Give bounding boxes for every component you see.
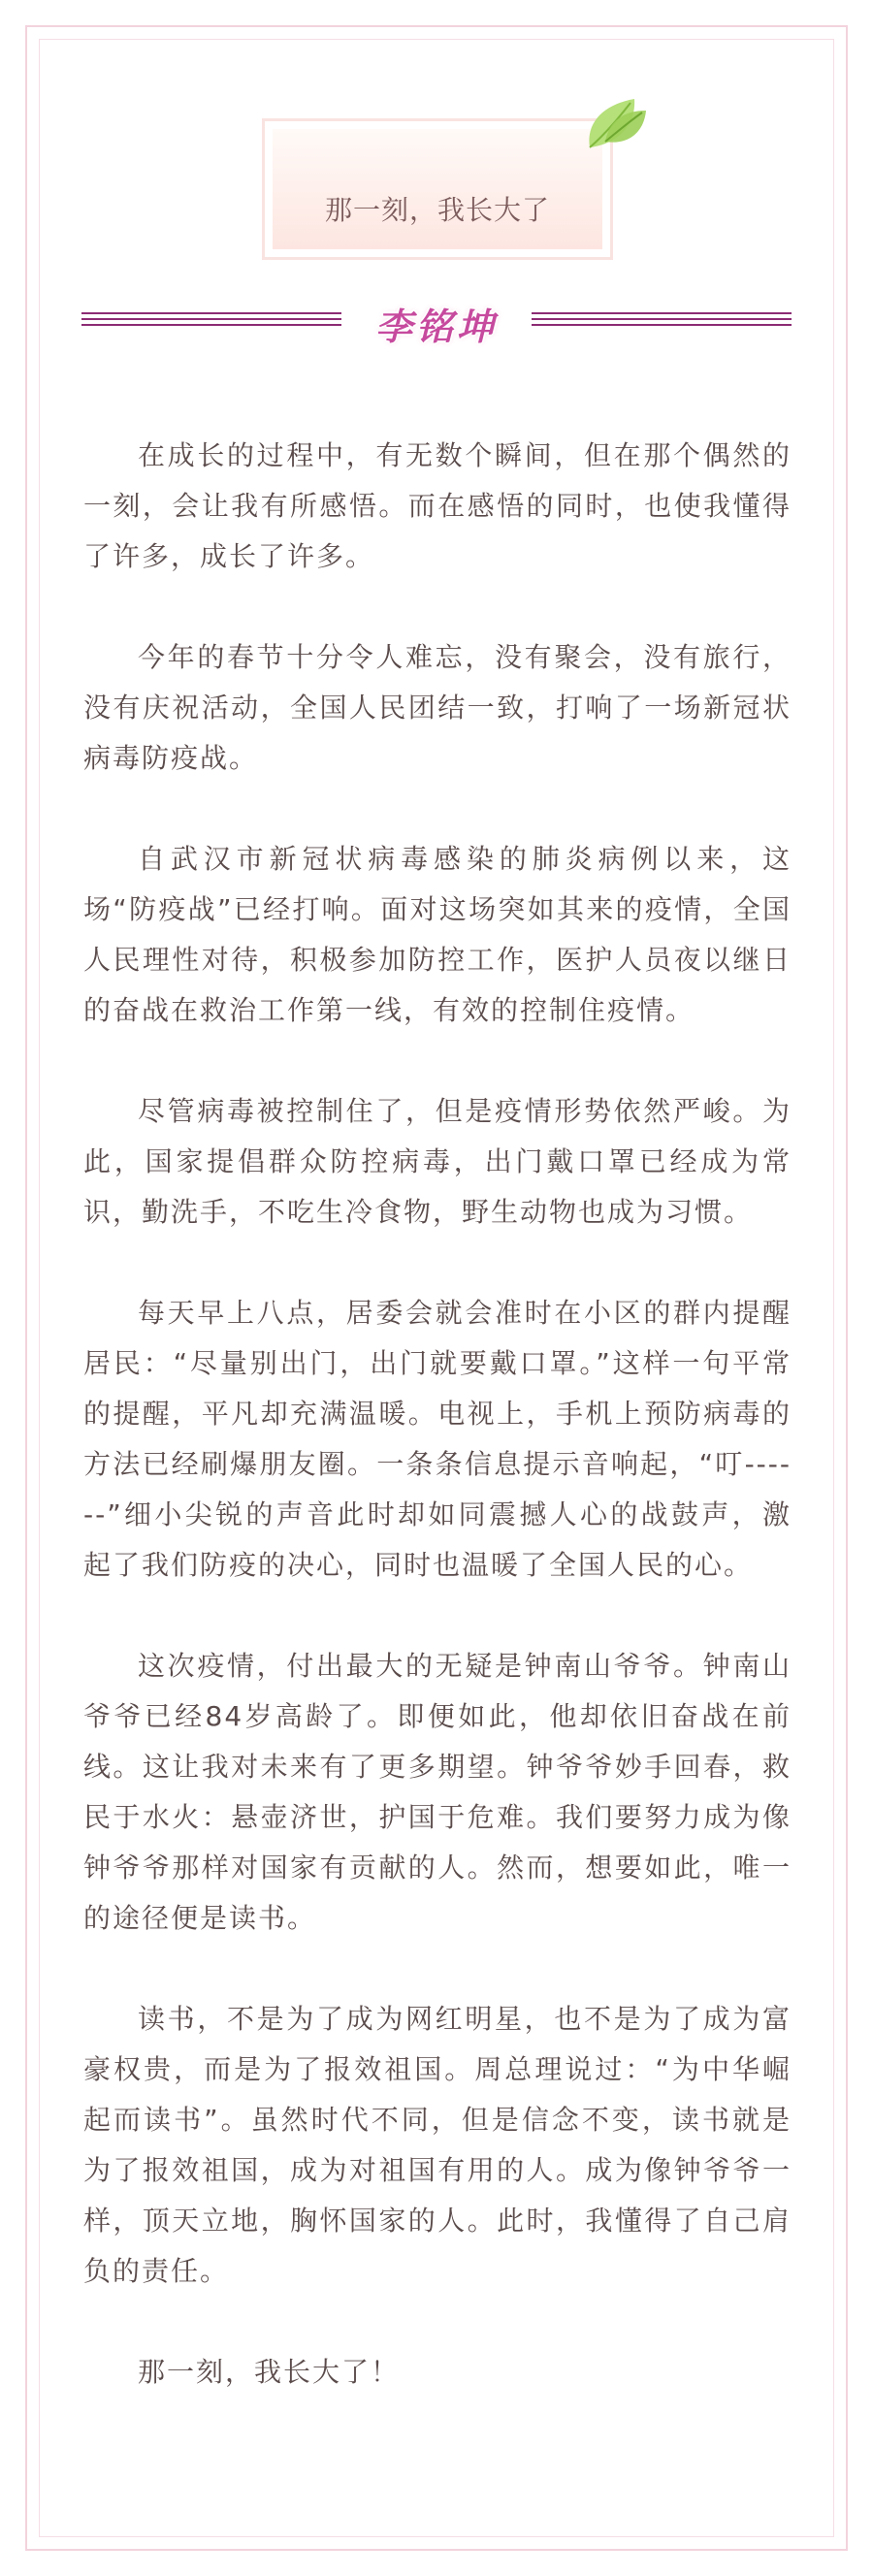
paragraph: 那一刻，我长大了！ [138, 2356, 401, 2388]
page-title: 那一刻，我长大了 [324, 194, 550, 226]
title-background [273, 129, 602, 249]
title-box [262, 118, 613, 260]
paragraph: 读书，不是为了成为网红明星，也不是为了成为富豪权贵，而是为了报效祖国。周总理说过：“为中华崛起而读书”。虽然时代不同，但是信念不变，读书就是为了报效祖国，成为对祖国有用的人。成为像钟爷爷一样，顶天立地，胸怀国家的人。此时，我懂得了自己肩负的责任。 [83, 2003, 792, 2287]
author-name: 李铭坤 [374, 306, 498, 348]
leaf-icon [580, 91, 650, 155]
paragraph: 在成长的过程中，有无数个瞬间，但在那个偶然的一刻，会让我有所感悟。而在感悟的同时，也使我懂得了许多，成长了许多。 [83, 439, 792, 572]
article-body [83, 431, 792, 2398]
paragraph: 每天早上八点，居委会就会准时在小区的群内提醒居民：“尽量别出门，出门就要戴口罩。”这样一句平常的提醒，平凡却充满温暖。电视上，手机上预防病毒的方法已经刷爆朋友圈。一条条信息提示音响起，“叮------”细小尖锐的声音此时却如同震撼人心的战鼓声，激起了我们防疫的决心，同时也温暖了全国人民的心。 [83, 1297, 792, 1581]
author-row [81, 297, 792, 348]
paragraph: 尽管病毒被控制住了，但是疫情形势依然严峻。为此，国家提倡群众防控病毒，出门戴口罩已经成为常识，勤洗手，不吃生冷食物，野生动物也成为习惯。 [83, 1095, 792, 1228]
paragraph: 自武汉市新冠状病毒感染的肺炎病例以来，这场“防疫战”已经打响。面对这场突如其来的疫情，全国人民理性对待，积极参加防控工作，医护人员夜以继日的奋战在救治工作第一线，有效的控制住疫情。 [83, 843, 792, 1026]
paragraph: 今年的春节十分令人难忘，没有聚会，没有旅行，没有庆祝活动，全国人民团结一致，打响了一场新冠状病毒防疫战。 [83, 641, 792, 774]
paragraph: 这次疫情，付出最大的无疑是钟南山爷爷。钟南山爷爷已经84岁高龄了。即便如此，他却依旧奋战在前线。这让我对未来有了更多期望。钟爷爷妙手回春，救民于水火：悬壶济世，护国于危难。我们要努力成为像钟爷爷那样对国家有贡献的人。然而，想要如此，唯一的途径便是读书。 [83, 1650, 792, 1934]
